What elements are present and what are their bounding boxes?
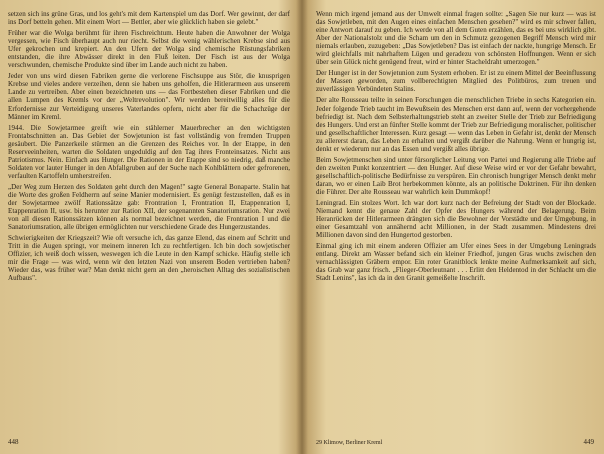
page-number: 449 <box>583 438 594 446</box>
paragraph: Der Hunger ist in der Sowjetunion zum System erhoben. Er ist zu einem Mittel der Beeinflussung der Massen geworden, zum vollberechtigten Mitglied des Politbüros, zum treuen und zuverlässigen Verbündeten Stalins. <box>316 69 596 94</box>
paragraph: Schwierigkeiten der Kriegszeit? Wie oft versuche ich, das ganze Elend, das einem auf Schritt und Tritt in die Augen springt, vor meinem inneren Ich zu rechtfertigen. Ich bin doch sowjetischer Offizier, ich weiß doch wissen, weswegen ich die Leute in den Kampf schicke. Häufig stelle ich mir die Frage — was wird, wenn wir den letzten Nazi von unserem Boden vertrieben haben? Wieder das, was früher war? Man denkt nicht gern an den „heroischen Alltag des sozialistischen Aufbaus". <box>8 234 290 283</box>
paragraph: setzen sich ins grüne Gras, und los geht's mit dem Kartenspiel um das Dorf. Wer gewinnt, der darf ins Dorf betteln gehen. Mit einem Wort — Bettler, aber wie glücklich haben sie gelebt." <box>8 10 290 27</box>
paragraph: „Der Weg zum Herzen des Soldaten geht durch den Magen!" sagte General Bonaparte. Stalin hat die Worte des großen Feldherrn auf seine Manier modernisiert. Es genügt festzustellen, daß es in der Sowjetarmee zwölf Rationssätze gab: Frontration I, Frontration II, Etappenration I, Etappenration II, usw. bis herunter zur Ration XII, der sogenannten Sanatoriumsration. Nur zwei von all diesen Rationssätzen können als normal bezeichnet werden, die Frontration I und die Sanatoriumsration, alle übrigen ermöglichten nur verschiedene Grade des Hungerzustandes. <box>8 182 290 232</box>
paragraph: Einmal ging ich mit einem anderen Offizier am Ufer eines Sees in der Umgebung Leningrads entlang. Direkt am Wasser befand sich ein kleiner Friedhof, jungen Gras wuchs zwischen den vernachlässigten Gräbern empor. Ein roter Granitblock lenkte meine Aufmerksamkeit auf sich, das Grab war ganz frisch. „Flieger-Oberleutnant . . . Erlitt den Heldentod in der Schlacht um die Stadt Lenins", las ich da in den Granit gemeißelte Inschrift. <box>316 242 596 283</box>
paragraph: Früher war die Wolga berühmt für ihren Fischreichtum. Heute haben die Anwohner der Wolga vergessen, wie Fisch überhaupt auch nur riecht. Selbst die wenig wählerischen Krebse sind aus Ufer gekrochen und krepiert. An den Ufern der Wolga sind chemische Rüstungsfabriken entstanden, die ihre Abwässer direkt in den Fluß leiten. Der Fisch ist aus der Wolga verschwunden, chemische Produkte sind über im Lande auch nicht zu haben. <box>8 29 290 70</box>
page-number: 448 <box>8 438 19 446</box>
paragraph: Der alte Rousseau teilte in seinen Forschungen die menschlichen Triebe in sechs Kategorien ein. Jeder folgende Trieb taucht im Bewußtsein des Menschen erst dann auf, wenn der vorhergehende befriedigt ist. Nach dem Selbsterhaltungstrieb steht an zweiter Stelle der Trieb zur Befriedigung des Hungers. Und erst an fünfter Stelle kommt der Trieb zur Befriedigung moralischer, politischer und gesellschaftlicher Interessen. Kurz gesagt — wenn das Leben in Gefahr ist, denkt der Mensch zu allererst daran, das Leben zu erhalten und vergißt darüber die Nahrung. Wenn er hungrig ist, denkt er wiederum nur an das Essen und vergißt alles übrige. <box>316 96 596 153</box>
paragraph: Wenn mich irgend jemand aus der Umwelt einmal fragen sollte: „Sagen Sie nur kurz — was ist das Sowjetleben, mit den Augen eines einfachen Menschen gesehen?" wird es mir schwer fallen, eine Antwort darauf zu geben. Ich werde von all dem Guten erzählen, das es bei uns wirklich gibt. Aber der Nationalstolz und die Scham um den in Schmutz gezogenen Begriff Mensch wird mir niemals erlauben, zuzugeben: „Das Sowjetleben? Das ist einfach der nackte, hungrige Mensch. Er wird gleichfalls mit nahrhaftem Lügen und geradezu von schönsten Hoffnungen. Wenn er sich über sein Glück nicht genügend freut, wird er hinter Stacheldraht umerzogen." <box>316 10 596 67</box>
left-page <box>0 0 300 454</box>
paragraph: Beim Sowjetmenschen sind unter fürsorglicher Leitung von Partei und Regierung alle Triebe auf den zweiten Punkt konzentriert — den Hunger. Auf diese Weise wird er vor der Gefahr bewahrt, gesellschaftlich-politische Bedürfnisse zu verspüren. Ein chronisch hungriger Mensch denkt mehr daran, wo er einen Laib Brot herbekommen könnte, als an politische Doktrinen. Für ihn denken die Führer. Der alte Rousseau war wahrlich kein Dummkopf! <box>316 155 596 196</box>
printer-imprint: 29 Klimow, Berliner Kreml <box>316 440 383 446</box>
right-page-text <box>316 10 596 283</box>
book-gutter <box>296 0 308 454</box>
paragraph: 1944. Die Sowjetarmee greift wie ein stählerner Mauerbrecher an den wichtigsten Frontabschnitten an. Das Gebiet der Sowjetunion ist fast vollständig von fremden Truppen gesäubert. Die Panzerkeile stürmen an die Grenzen des Reiches vor. In der Etappe, in den Reserveeinheiten, warten die Soldaten ungeduldig auf den Tag ihres Fronteinsatzes. Nicht aus Patriotismus. Nein. Einfach aus Hunger. Die Rationen in der Etappe sind so niedrig, daß manche Soldaten vor lauter Hunger in den Abfallgruben auf der Suche nach Kohlblättern oder gefrorenen, verfaulten Kartoffeln umherstreifen. <box>8 123 290 180</box>
left-page-text <box>8 10 290 283</box>
paragraph: Leningrad. Ein stolzes Wort. Ich war dort kurz nach der Befreiung der Stadt von der Blockade. Niemand kennt die genaue Zahl der Opfer des Hungers während der Belagerung. Beim Heranrücken der Hitlerarmeen drängten sich die Bewohner der Vorstädte und der Umgebung, in einer Gesamtzahl von annähernd acht Millionen, in der Stadt zusammen. Mindestens drei Millionen davon sind den Hungertod gestorben. <box>316 199 596 240</box>
right-page <box>302 0 604 454</box>
paragraph: Jeder von uns wird diesen Fabriken gerne die verlorene Fischsuppe aus Stör, die knusprigen Krebse und vieles andere verzeihen, denn sie haben uns geholfen, die Hitlerarmeen aus unserem Lande zu vertreiben. Aber einen bezeichneten uns — das Fortbestehen dieser Fabriken und die allen Lumpen des Kremls vor der „Weltrevolution". Wir werden bereitwillig alles für die Erfordernisse zur Verteidigung unseres Vaterlandes opfern, nicht aber für die Schachzüge der Männer im Kreml. <box>8 72 290 121</box>
